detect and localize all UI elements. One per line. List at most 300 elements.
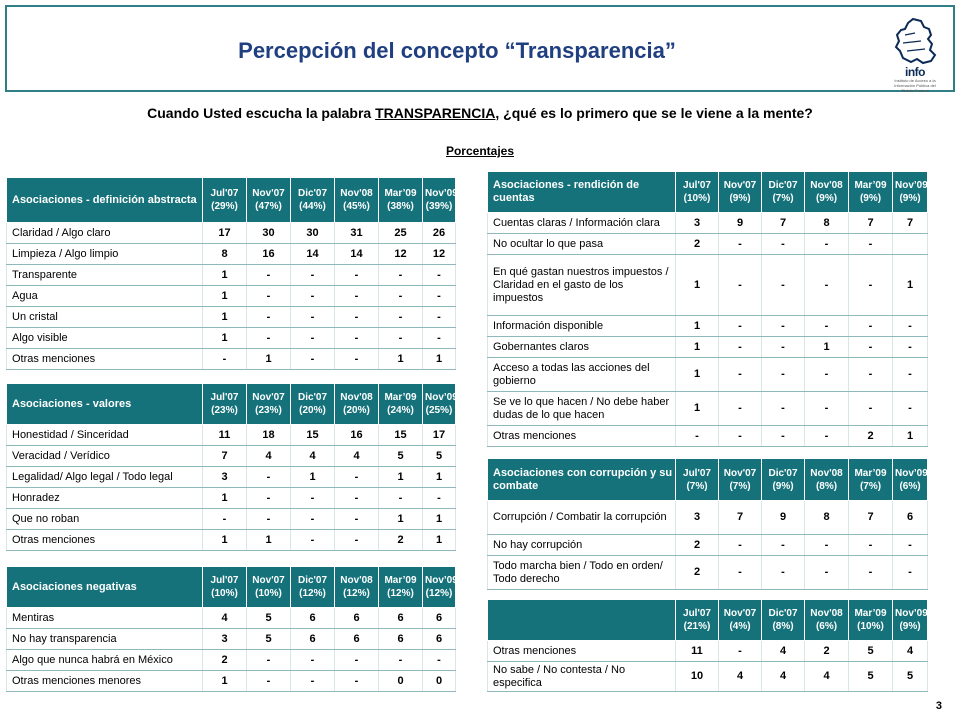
cell-value: - [849,392,893,426]
cell-value: 1 [203,671,247,692]
cell-value: - [335,349,379,370]
cell-value: - [849,556,893,590]
table-row [7,530,456,551]
cell-value: - [423,488,456,509]
cell-value: - [719,535,762,556]
cell-value: 30 [291,223,335,244]
cell-value: - [379,488,423,509]
cell-value: 1 [379,509,423,530]
cell-value: - [291,671,335,692]
cell-value: 4 [762,641,805,662]
row-label: Acceso a todas las acciones del gobierno [488,358,676,392]
row-label: Legalidad/ Algo legal / Todo legal [7,467,203,488]
cell-value: 1 [247,349,291,370]
cell-value: 8 [203,244,247,265]
column-header: Nov'08 (45%) [335,178,379,223]
cell-value: 1 [203,530,247,551]
cell-value: 9 [762,501,805,535]
cell-value: - [247,286,291,307]
info-df-logo [891,17,939,93]
cell-value: 7 [849,501,893,535]
cell-value: 25 [379,223,423,244]
cell-value: 15 [379,425,423,446]
cell-value: - [335,265,379,286]
row-label: Algo visible [7,328,203,349]
cell-value: 4 [719,662,762,692]
cell-value: - [719,556,762,590]
table-row [7,265,456,286]
cell-value: 1 [423,530,456,551]
column-header: Nov'07 (9%) [719,172,762,213]
column-header: Mar’09 (9%) [849,172,893,213]
cell-value: - [762,535,805,556]
column-header: Nov'07 (7%) [719,459,762,501]
column-header: Jul'07 (21%) [676,600,719,641]
table-title [488,600,676,641]
table-row [488,213,928,234]
cell-value: 1 [893,255,928,316]
cell-value: - [893,337,928,358]
cell-value: 1 [676,358,719,392]
cell-value: - [423,307,456,328]
cell-value: 4 [893,641,928,662]
cell-value: 8 [805,213,849,234]
cell-value: 8 [805,501,849,535]
logo-text: info [905,65,925,79]
cell-value: - [379,265,423,286]
column-header: Mar’09 (12%) [379,567,423,608]
header-banner [5,5,955,92]
cell-value: - [247,265,291,286]
cell-value: 1 [203,307,247,328]
cell-value: 3 [203,467,247,488]
cell-value: - [805,556,849,590]
page-number: 3 [935,700,942,712]
column-header: Dic'07 (20%) [291,384,335,425]
column-header: Mar’09 (10%) [849,600,893,641]
row-label: En qué gastan nuestros impuestos / Claridad en el gasto de los impuestos [488,255,676,316]
cell-value: 7 [719,501,762,535]
cell-value: 1 [423,467,456,488]
column-header: Nov'07 (23%) [247,384,291,425]
cell-value: 6 [335,608,379,629]
column-header: Dic'07 (9%) [762,459,805,501]
row-label: Se ve lo que hacen / No debe haber dudas de lo que hacen [488,392,676,426]
row-label: No sabe / No contesta / No especifica [488,662,676,692]
cell-value: - [423,328,456,349]
table-row [7,467,456,488]
row-label: Claridad / Algo claro [7,223,203,244]
cell-value: - [762,392,805,426]
row-label: Que no roban [7,509,203,530]
cell-value: - [719,392,762,426]
cell-value: - [379,328,423,349]
row-label: Todo marcha bien / Todo en orden/ Todo derecho [488,556,676,590]
row-label: No ocultar lo que pasa [488,234,676,255]
cell-value: - [805,255,849,316]
table-title: Asociaciones - valores [7,384,203,425]
cell-value: 1 [805,337,849,358]
cell-value: - [423,650,456,671]
cell-value: - [893,316,928,337]
cell-value: 7 [893,213,928,234]
column-header: Nov'08 (6%) [805,600,849,641]
table-row [7,286,456,307]
cell-value: 2 [849,426,893,447]
cell-value: - [291,265,335,286]
cell-value: 1 [203,286,247,307]
cell-value: - [203,509,247,530]
cell-value: 3 [676,501,719,535]
cell-value: - [676,426,719,447]
cell-value: 2 [676,535,719,556]
column-header: Nov'08 (8%) [805,459,849,501]
row-label: Información disponible [488,316,676,337]
cell-value: - [335,286,379,307]
cell-value: 16 [335,425,379,446]
column-header: Mar’09 (38%) [379,178,423,223]
cell-value: 3 [676,213,719,234]
cell-value: 4 [762,662,805,692]
column-header: Jul'07 (7%) [676,459,719,501]
cell-value: - [247,488,291,509]
cell-value: - [291,328,335,349]
cell-value: 4 [805,662,849,692]
cell-value: 1 [203,328,247,349]
row-label: Algo que nunca habrá en México [7,650,203,671]
cell-value: - [291,307,335,328]
cell-value: 2 [805,641,849,662]
cell-value: - [762,556,805,590]
cell-value: - [719,234,762,255]
cell-value: - [423,286,456,307]
table-row [488,535,928,556]
table-row [7,349,456,370]
cell-value: 31 [335,223,379,244]
cell-value: 10 [676,662,719,692]
column-header: Nov'07 (10%) [247,567,291,608]
cell-value: 4 [247,446,291,467]
column-header: Nov'08 (20%) [335,384,379,425]
cell-value: 4 [203,608,247,629]
cell-value: - [849,337,893,358]
cell-value: 1 [676,316,719,337]
cell-value: 6 [379,629,423,650]
cell-value: - [335,307,379,328]
row-label: Veracidad / Verídico [7,446,203,467]
cell-value: - [762,337,805,358]
cell-value: 17 [423,425,456,446]
cell-value: 15 [291,425,335,446]
cell-value: 3 [203,629,247,650]
row-label: Agua [7,286,203,307]
table-row [488,426,928,447]
cell-value: 12 [423,244,456,265]
cell-value: - [893,535,928,556]
cell-value: 6 [335,629,379,650]
cell-value: - [335,488,379,509]
column-header: Nov'08 (9%) [805,172,849,213]
cell-value: 18 [247,425,291,446]
cell-value: 1 [893,426,928,447]
cell-value: - [335,328,379,349]
question-after: , ¿qué es lo primero que se le viene a la mente? [495,105,813,121]
table-row [488,392,928,426]
table-row [7,488,456,509]
cell-value: - [335,530,379,551]
cell-value: - [291,650,335,671]
cell-value: - [805,234,849,255]
cell-value: - [849,316,893,337]
table-row [488,556,928,590]
table-values [6,383,456,551]
page-title: Percepción del concepto “Transparencia” [238,38,676,63]
cell-value: - [291,530,335,551]
table-other-mentions [487,599,928,692]
question-before: Cuando Usted escucha la palabra [147,105,376,121]
cell-value: - [335,509,379,530]
cell-value: - [291,488,335,509]
row-label: No hay corrupción [488,535,676,556]
cell-value: - [762,255,805,316]
cell-value: 2 [379,530,423,551]
cell-value: 5 [247,629,291,650]
table-row [7,223,456,244]
row-label: Otras menciones [7,530,203,551]
cell-value: - [719,337,762,358]
cell-value: 6 [291,608,335,629]
table-abstract-definition [6,177,456,370]
column-header: Nov’09 (12%) [423,567,456,608]
cell-value: - [247,509,291,530]
cell-value: 1 [291,467,335,488]
row-label: Corrupción / Combatir la corrupción [488,501,676,535]
column-header: Dic'07 (8%) [762,600,805,641]
table-row [7,509,456,530]
table-title: Asociaciones - rendición de cuentas [488,172,676,213]
cell-value: 1 [203,488,247,509]
row-label: Otras menciones [488,641,676,662]
column-header: Dic'07 (12%) [291,567,335,608]
cell-value: 1 [247,530,291,551]
percent-label: Porcentajes [445,144,515,158]
cell-value: - [893,358,928,392]
cell-value: 2 [676,234,719,255]
cell-value [893,234,928,255]
column-header: Nov’09 (25%) [423,384,456,425]
cell-value: - [805,426,849,447]
table-row [488,337,928,358]
cell-value: - [893,556,928,590]
cell-value: - [893,392,928,426]
cell-value: - [805,358,849,392]
cell-value: - [335,467,379,488]
table-row [7,307,456,328]
row-label: Otras menciones [7,349,203,370]
row-label: Honestidad / Sinceridad [7,425,203,446]
cell-value: 1 [379,467,423,488]
cell-value: - [849,234,893,255]
cell-value: - [762,426,805,447]
cell-value: - [379,286,423,307]
cell-value: - [247,307,291,328]
cell-value: - [719,426,762,447]
cell-value: - [719,316,762,337]
cell-value: 7 [849,213,893,234]
cell-value: 1 [676,255,719,316]
cell-value: 14 [335,244,379,265]
column-header: Nov’09 (6%) [893,459,928,501]
cell-value: 0 [379,671,423,692]
cell-value: - [719,358,762,392]
question-keyword: TRANSPARENCIA [375,105,496,121]
cell-value: - [291,286,335,307]
map-silhouette-icon [891,17,939,65]
cell-value: 1 [676,337,719,358]
row-label: Otras menciones menores [7,671,203,692]
survey-question [0,105,960,121]
cell-value: - [379,650,423,671]
cell-value: 26 [423,223,456,244]
cell-value: 14 [291,244,335,265]
cell-value: - [805,392,849,426]
cell-value: - [762,234,805,255]
cell-value: 5 [849,662,893,692]
column-header: Jul'07 (10%) [203,567,247,608]
cell-value: 1 [676,392,719,426]
cell-value: - [849,358,893,392]
cell-value: 5 [247,608,291,629]
table-title: Asociaciones con corrupción y su combate [488,459,676,501]
cell-value: 2 [676,556,719,590]
cell-value: 5 [379,446,423,467]
row-label: Gobernantes claros [488,337,676,358]
row-label: Honradez [7,488,203,509]
table-accountability [487,171,928,447]
cell-value: - [719,255,762,316]
cell-value: 4 [291,446,335,467]
cell-value: - [291,509,335,530]
table-row [7,671,456,692]
table-row [488,316,928,337]
table-row [488,358,928,392]
column-header: Jul'07 (29%) [203,178,247,223]
cell-value: 30 [247,223,291,244]
cell-value: 5 [849,641,893,662]
cell-value: 6 [291,629,335,650]
cell-value: - [335,671,379,692]
cell-value: 1 [379,349,423,370]
cell-value: 5 [893,662,928,692]
table-row [488,234,928,255]
cell-value: - [849,535,893,556]
table-row [7,446,456,467]
table-row [488,662,928,692]
column-header: Dic'07 (44%) [291,178,335,223]
cell-value: - [762,316,805,337]
column-header: Nov'07 (47%) [247,178,291,223]
row-label: Un cristal [7,307,203,328]
column-header: Jul'07 (23%) [203,384,247,425]
table-row [488,501,928,535]
column-header: Nov’09 (39%) [423,178,456,223]
table-row [7,608,456,629]
column-header: Nov'08 (12%) [335,567,379,608]
cell-value: - [805,316,849,337]
cell-value: - [805,535,849,556]
row-label: No hay transparencia [7,629,203,650]
row-label: Transparente [7,265,203,286]
column-header: Mar’09 (24%) [379,384,423,425]
cell-value: - [247,467,291,488]
cell-value: - [423,265,456,286]
cell-value: 6 [423,629,456,650]
cell-value: - [203,349,247,370]
column-header: Dic'07 (7%) [762,172,805,213]
cell-value: 1 [203,265,247,286]
cell-value: 7 [203,446,247,467]
column-header: Nov’09 (9%) [893,600,928,641]
table-row [488,641,928,662]
column-header: Mar’09 (7%) [849,459,893,501]
table-row [7,629,456,650]
column-header: Nov'07 (4%) [719,600,762,641]
cell-value: 11 [676,641,719,662]
table-row [488,255,928,316]
cell-value: 4 [335,446,379,467]
cell-value: 0 [423,671,456,692]
cell-value: - [335,650,379,671]
cell-value: 1 [423,509,456,530]
column-header: Jul'07 (10%) [676,172,719,213]
row-label: Limpieza / Algo limpio [7,244,203,265]
table-row [7,244,456,265]
table-row [7,650,456,671]
cell-value: 17 [203,223,247,244]
cell-value: 16 [247,244,291,265]
cell-value: - [849,255,893,316]
table-row [7,328,456,349]
cell-value: - [247,650,291,671]
cell-value: 9 [719,213,762,234]
cell-value: 6 [893,501,928,535]
column-header: Nov’09 (9%) [893,172,928,213]
cell-value: 7 [762,213,805,234]
logo-subtext: Instituto de Acceso a la Información Pública del Distrito Federal [894,78,936,93]
table-corruption [487,458,928,590]
row-label: Otras menciones [488,426,676,447]
cell-value: 5 [423,446,456,467]
cell-value: 6 [379,608,423,629]
row-label: Cuentas claras / Información clara [488,213,676,234]
cell-value: - [247,328,291,349]
table-negative-associations [6,566,456,692]
table-title: Asociaciones negativas [7,567,203,608]
cell-value: - [719,641,762,662]
table-row [7,425,456,446]
cell-value: 1 [423,349,456,370]
table-title: Asociaciones - definición abstracta [7,178,203,223]
cell-value: - [247,671,291,692]
cell-value: 11 [203,425,247,446]
cell-value: 2 [203,650,247,671]
cell-value: - [291,349,335,370]
row-label: Mentiras [7,608,203,629]
cell-value: - [379,307,423,328]
cell-value: - [762,358,805,392]
cell-value: 6 [423,608,456,629]
cell-value: 12 [379,244,423,265]
